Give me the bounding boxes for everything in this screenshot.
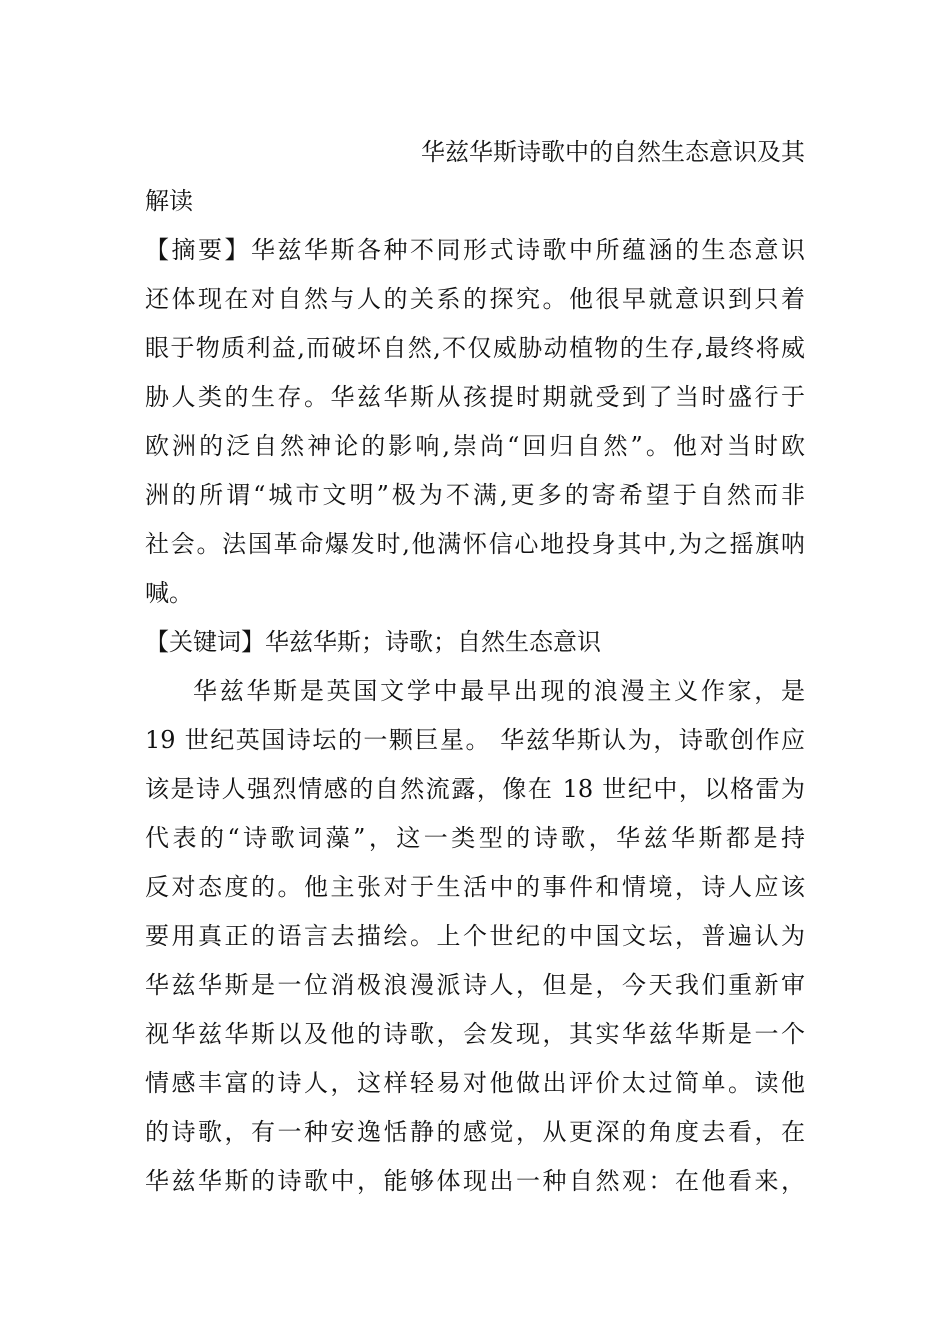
body-line: 19 世纪英国诗坛的一颗巨星。 华兹华斯认为，诗歌创作应 <box>145 726 805 754</box>
body-line: 华兹华斯是英国文学中最早出现的浪漫主义作家，是 <box>193 677 805 705</box>
document-title-line-1: 华兹华斯诗歌中的自然生态意识及其 <box>421 138 805 166</box>
abstract-line: 【摘要】华兹华斯各种不同形式诗歌中所蕴涵的生态意识 <box>145 236 805 264</box>
document-page <box>145 128 805 1206</box>
abstract-paragraph <box>145 226 805 618</box>
document-title-line-2: 解读 <box>145 187 193 215</box>
abstract-line: 眼于物质利益,而破坏自然,不仅威胁动植物的生存,最终将威 <box>145 334 805 362</box>
abstract-line: 欧洲的泛自然神论的影响,崇尚“回归自然”。他对当时欧 <box>145 432 805 460</box>
body-paragraph <box>145 667 805 1206</box>
body-line: 的诗歌，有一种安逸恬静的感觉，从更深的角度去看，在 <box>145 1118 805 1146</box>
abstract-line: 喊。 <box>145 579 193 607</box>
body-line: 该是诗人强烈情感的自然流露，像在 18 世纪中，以格雷为 <box>145 775 805 803</box>
body-line: 华兹华斯是一位消极浪漫派诗人，但是，今天我们重新审 <box>145 971 805 999</box>
body-line: 情感丰富的诗人，这样轻易对他做出评价太过简单。读他 <box>145 1069 805 1097</box>
body-line: 视华兹华斯以及他的诗歌，会发现，其实华兹华斯是一个 <box>145 1020 805 1048</box>
body-line: 代表的“诗歌词藻”，这一类型的诗歌，华兹华斯都是持 <box>145 824 805 852</box>
abstract-line: 胁人类的生存。华兹华斯从孩提时期就受到了当时盛行于 <box>145 383 805 411</box>
abstract-line: 社会。法国革命爆发时,他满怀信心地投身其中,为之摇旗呐 <box>145 530 805 558</box>
body-line: 要用真正的语言去描绘。上个世纪的中国文坛，普遍认为 <box>145 922 805 950</box>
keywords-line: 【关键词】华兹华斯；诗歌；自然生态意识 <box>145 628 601 656</box>
abstract-line: 还体现在对自然与人的关系的探究。他很早就意识到只着 <box>145 285 805 313</box>
body-line: 华兹华斯的诗歌中，能够体现出一种自然观：在他看来， <box>145 1167 805 1195</box>
abstract-line: 洲的所谓“城市文明”极为不满,更多的寄希望于自然而非 <box>145 481 805 509</box>
body-line: 反对态度的。他主张对于生活中的事件和情境，诗人应该 <box>145 873 805 901</box>
